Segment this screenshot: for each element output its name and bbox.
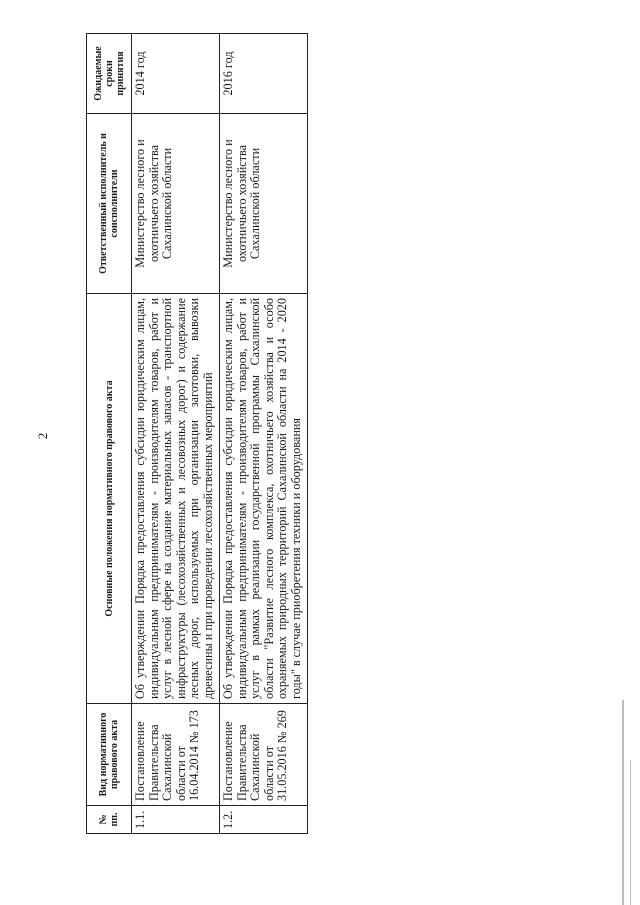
legal-acts-table — [86, 33, 308, 834]
row-num: 1.2. — [220, 806, 308, 834]
row-provisions: Об утверждении Порядка предоставления субсидии юридическим лицам, индивидуальным предпринимателям - производителям товаров, работ и услуг в рамках реализации государственной программы Сахалинской области "Развитие лесного комплекса, охотничьего хозяйства и особо охраняемых природных территорий Сахалинской области на 2014 - 2020 годы" в случае приобретения техники и оборудования — [220, 294, 308, 704]
row-executor: Министерство лесного и охотничьего хозяйства Сахалинской области — [132, 114, 220, 294]
scan-edge-line — [630, 760, 631, 905]
header-executor: Ответственный исполнитель и соисполнители — [87, 114, 132, 294]
header-num: № пп. — [87, 806, 132, 834]
scan-edge-line — [622, 700, 624, 905]
header-provisions: Основные положения нормативного правового акта — [87, 294, 132, 704]
page-number: 2 — [35, 432, 50, 440]
table-header-row — [87, 34, 132, 834]
table-row — [132, 34, 220, 834]
row-executor: Министерство лесного и охотничьего хозяйства Сахалинской области — [220, 114, 308, 294]
row-provisions: Об утверждении Порядка предоставления субсидии юридическим лицам, индивидуальным предпринимателям - производителям товаров, работ и услуг в лесной сфере на создание материальных запасов - транспортной инфраструктуры (лесохозяйственных и лесовозных дорог) и содержание лесных дорог, используемых при организации заготовки, вывозки древесины и при проведении лесохозяйственных мероприятий — [132, 294, 220, 704]
header-act-type: Вид нормативного правового акта — [87, 704, 132, 806]
row-num: 1.1. — [132, 806, 220, 834]
rotated-table-wrapper — [86, 34, 308, 834]
header-deadline: Ожидаемые сроки принятия — [87, 34, 132, 114]
table-row — [220, 34, 308, 834]
row-deadline: 2016 год — [220, 34, 308, 114]
row-act-type: Постановление Правительства Сахалинской области от 31.05.2016 № 269 — [220, 704, 308, 806]
row-act-type: Постановление Правительства Сахалинской области от 16.04.2014 № 173 — [132, 704, 220, 806]
row-deadline: 2014 год — [132, 34, 220, 114]
